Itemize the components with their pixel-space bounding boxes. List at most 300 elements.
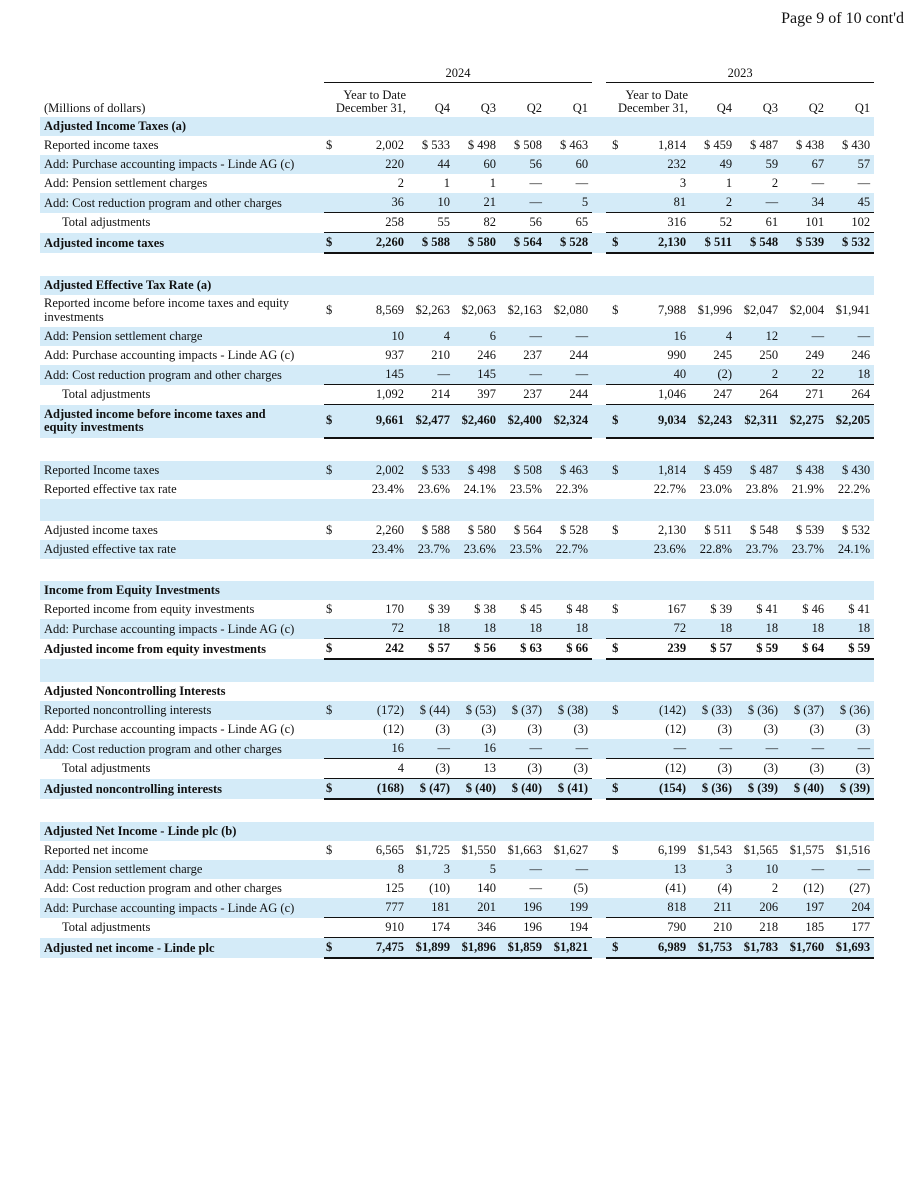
q1-2024-header: Q1 [572, 100, 589, 115]
currency-symbol [606, 898, 628, 918]
value-q2_23: 67 [782, 155, 828, 174]
value-q4_24: $ 57 [408, 639, 454, 660]
column-gap [592, 938, 606, 959]
column-gap [592, 860, 606, 879]
value-q1_24: (3) [546, 759, 592, 779]
row-label: Adjusted net income - Linde plc [40, 938, 324, 959]
table-row [40, 174, 874, 193]
value-q1_23: — [828, 739, 874, 759]
currency-symbol [606, 346, 628, 365]
column-header-row [40, 83, 874, 118]
currency-symbol [324, 879, 346, 898]
value-q4_23: 52 [690, 213, 736, 233]
column-gap [592, 365, 606, 385]
value-q3_24: 1 [489, 176, 496, 191]
value-ytd24: 170 [385, 602, 404, 617]
value-ytd24: 220 [346, 155, 408, 174]
value-q2_23: (12) [803, 881, 825, 896]
value-q4_23: 211 [690, 898, 736, 918]
table-row [40, 841, 874, 860]
value-q2_24: — [500, 860, 546, 879]
value-q4_23: $1,543 [697, 843, 733, 858]
column-gap [592, 759, 606, 779]
value-q4_24: — [408, 365, 454, 385]
row-label: Add: Cost reduction program and other charges [40, 739, 324, 759]
value-q1_23: $ 532 [842, 523, 871, 538]
value-q1_24: $2,080 [553, 303, 589, 318]
value-q4_24: 210 [431, 348, 450, 363]
table-row [40, 136, 874, 155]
value-q2_24: $ 508 [500, 461, 546, 480]
value-q3_23: $ 548 [749, 523, 779, 538]
value-q2_24: $ 45 [520, 602, 542, 617]
value-ytd23: (142) [628, 701, 690, 720]
value-q2_23: 18 [782, 619, 828, 639]
value-q4_23: $ 459 [703, 138, 733, 153]
value-q1_24: $ 66 [546, 639, 592, 660]
value-q4_24: 23.6% [417, 482, 450, 497]
currency-symbol [324, 385, 346, 405]
currency-symbol: $ [606, 233, 628, 254]
row-label: Add: Cost reduction program and other charges [40, 193, 324, 213]
value-q2_24: $ (37) [500, 701, 546, 720]
value-q4_23: $ 511 [690, 233, 736, 254]
currency-symbol: $ [612, 303, 619, 318]
value-q1_23: (3) [855, 722, 871, 737]
value-q4_24: $ 533 [421, 138, 450, 153]
value-q1_23: 204 [828, 898, 874, 918]
value-q3_23: 2 [771, 881, 779, 896]
currency-symbol: $ [326, 523, 333, 538]
q2-2023-header: Q2 [808, 100, 825, 115]
value-q4_23: 23.0% [699, 482, 733, 497]
value-ytd23: 3 [679, 176, 687, 191]
q3-2023-header: Q3 [762, 100, 779, 115]
value-q4_23: $ 511 [704, 523, 733, 538]
row-label: Add: Purchase accounting impacts - Linde AG (c) [40, 898, 324, 918]
value-q3_23: — [736, 193, 782, 213]
value-ytd24: 2,002 [375, 138, 404, 153]
column-gap [592, 739, 606, 759]
value-ytd24: (168) [346, 779, 408, 800]
table-row [40, 759, 874, 779]
value-ytd23: 13 [628, 860, 690, 879]
value-q3_23: $ 487 [749, 138, 779, 153]
total-row [40, 779, 874, 800]
value-q1_24: 22.3% [555, 482, 589, 497]
section-title: Adjusted Net Income - Linde plc (b) [40, 822, 874, 841]
column-gap [592, 898, 606, 918]
value-q1_24: $ (41) [546, 779, 592, 800]
value-q4_24: $2,477 [408, 405, 454, 439]
row-label: Add: Pension settlement charge [40, 327, 324, 346]
spacer-row [40, 438, 874, 461]
value-q2_23: $1,575 [789, 843, 825, 858]
value-q3_24: 346 [454, 918, 500, 938]
value-ytd24: 6,565 [375, 843, 404, 858]
value-q2_24: — [500, 739, 546, 759]
value-q3_23: 2 [771, 176, 779, 191]
currency-symbol [606, 619, 628, 639]
value-q4_24: 55 [408, 213, 454, 233]
value-q1_24: 5 [546, 193, 592, 213]
currency-symbol [606, 879, 628, 898]
currency-symbol: $ [324, 938, 346, 959]
value-q1_24: $ 528 [546, 233, 592, 254]
value-ytd24: 1,092 [346, 385, 408, 405]
value-q1_24: $ 463 [559, 138, 589, 153]
value-q4_23: 22.8% [690, 540, 736, 559]
spacer-row [40, 799, 874, 822]
value-q4_23: 1 [725, 176, 733, 191]
value-q3_23: (3) [736, 759, 782, 779]
value-q4_24: $ 39 [428, 602, 450, 617]
value-q3_24: $ 498 [454, 461, 500, 480]
value-ytd23: 40 [628, 365, 690, 385]
section-title: Adjusted Noncontrolling Interests [44, 684, 226, 699]
value-q2_23: $ 64 [782, 639, 828, 660]
value-q3_23: 59 [736, 155, 782, 174]
currency-symbol: $ [606, 639, 628, 660]
value-q4_23: 4 [690, 327, 736, 346]
value-ytd24: 16 [346, 739, 408, 759]
value-q2_24: (3) [527, 722, 542, 737]
value-q2_24: 56 [500, 213, 546, 233]
value-q3_24: 145 [454, 365, 500, 385]
value-q2_23: $ 438 [782, 461, 828, 480]
value-q3_24: 18 [454, 619, 500, 639]
value-ytd24: 2 [397, 176, 404, 191]
table-row [40, 600, 874, 619]
column-gap [592, 233, 606, 254]
section-title: Income from Equity Investments [40, 581, 874, 600]
currency-symbol [606, 739, 628, 759]
value-q1_23: — [828, 327, 874, 346]
value-q2_23: $ (40) [782, 779, 828, 800]
value-q4_24: $ (44) [408, 701, 454, 720]
value-q1_24: 65 [546, 213, 592, 233]
value-q1_24: $ (38) [546, 701, 592, 720]
value-q3_23: $2,047 [743, 303, 779, 318]
value-q2_23: $ (37) [782, 701, 828, 720]
value-q3_23: $ 59 [736, 639, 782, 660]
value-q2_24: — [500, 193, 546, 213]
row-label: Add: Pension settlement charges [44, 176, 208, 191]
value-ytd24: 7,475 [346, 938, 408, 959]
total-row [40, 639, 874, 660]
currency-symbol: $ [324, 461, 346, 480]
spacer-row [40, 253, 874, 276]
value-q2_24: 23.5% [500, 540, 546, 559]
value-q3_23: 10 [736, 860, 782, 879]
currency-symbol: $ [612, 523, 619, 538]
value-q1_24: 18 [546, 619, 592, 639]
value-q4_24: 1 [443, 176, 450, 191]
value-q2_24: — [500, 365, 546, 385]
value-q3_24: 82 [454, 213, 500, 233]
value-q2_23: 249 [805, 348, 825, 363]
value-q1_23: (27) [849, 881, 871, 896]
page-header: Page 9 of 10 cont'd [781, 10, 904, 27]
value-ytd24: 258 [346, 213, 408, 233]
column-gap [592, 155, 606, 174]
value-ytd23: 1,814 [628, 461, 690, 480]
column-gap [592, 327, 606, 346]
value-q3_23: $ (39) [736, 779, 782, 800]
value-ytd24: 36 [346, 193, 408, 213]
currency-symbol: $ [324, 233, 346, 254]
value-ytd23: (12) [628, 759, 690, 779]
value-q2_24: 196 [500, 898, 546, 918]
value-q3_24: 397 [454, 385, 500, 405]
value-q2_24: $ 564 [513, 523, 542, 538]
table-row [40, 365, 874, 385]
value-q2_24: 56 [500, 155, 546, 174]
value-q3_24: $ 498 [467, 138, 496, 153]
column-gap [592, 193, 606, 213]
section-title-row [40, 117, 874, 136]
value-q3_24: 140 [477, 881, 496, 896]
value-q1_24: $2,324 [546, 405, 592, 439]
total-row [40, 405, 874, 439]
value-ytd24: 2,002 [346, 461, 408, 480]
value-q1_23: $ 532 [828, 233, 874, 254]
value-ytd23: 167 [667, 602, 687, 617]
value-q4_23: 49 [690, 155, 736, 174]
row-label: Reported noncontrolling interests [40, 701, 324, 720]
value-ytd23: 81 [628, 193, 690, 213]
value-ytd23: 239 [628, 639, 690, 660]
table-row [40, 385, 874, 405]
row-label: Reported income from equity investments [44, 602, 255, 617]
value-ytd23: 23.6% [628, 540, 690, 559]
value-q2_24: — [529, 176, 542, 191]
row-label: Reported effective tax rate [44, 482, 177, 497]
value-q1_24: (5) [573, 881, 589, 896]
value-q1_23: 22.2% [837, 482, 871, 497]
table-row [40, 295, 874, 327]
row-label: Add: Cost reduction program and other charges [40, 365, 324, 385]
value-q1_23: 45 [828, 193, 874, 213]
value-ytd23: 2,130 [628, 233, 690, 254]
value-q4_24: — [408, 739, 454, 759]
spacer-row [40, 499, 874, 521]
column-gap [592, 619, 606, 639]
currency-symbol [606, 174, 628, 193]
value-q2_24: $2,163 [507, 303, 542, 318]
value-q1_23: 24.1% [828, 540, 874, 559]
value-q4_24: $ 588 [421, 523, 450, 538]
value-q1_24: 60 [546, 155, 592, 174]
value-q2_23: — [782, 327, 828, 346]
section-title-row [40, 822, 874, 841]
value-q4_23: $2,243 [690, 405, 736, 439]
column-gap [592, 461, 606, 480]
currency-symbol [606, 480, 628, 499]
value-q4_24: $ (47) [408, 779, 454, 800]
value-q1_23: $ 430 [842, 138, 871, 153]
table-row [40, 327, 874, 346]
value-q3_23: 23.7% [736, 540, 782, 559]
currency-symbol [606, 759, 628, 779]
value-q1_24: $ 48 [566, 602, 589, 617]
value-q4_24: 4 [408, 327, 454, 346]
value-q1_23: 18 [828, 619, 874, 639]
value-q3_24: 60 [454, 155, 500, 174]
currency-symbol: $ [324, 779, 346, 800]
value-ytd24: 9,661 [346, 405, 408, 439]
value-q2_24: $1,859 [500, 938, 546, 959]
value-q1_24: — [546, 739, 592, 759]
value-q4_24: $2,263 [415, 303, 450, 318]
table-row [40, 918, 874, 938]
currency-symbol: $ [326, 138, 333, 153]
currency-symbol [606, 540, 628, 559]
value-ytd24: 23.4% [346, 540, 408, 559]
table-row [40, 860, 874, 879]
value-q4_23: $ 39 [710, 602, 733, 617]
value-ytd24: 8,569 [375, 303, 404, 318]
column-gap [592, 213, 606, 233]
value-ytd23: 6,989 [628, 938, 690, 959]
value-ytd23: 9,034 [628, 405, 690, 439]
value-q4_23: (3) [717, 722, 733, 737]
row-label: Reported income taxes [44, 138, 159, 153]
row-label: Adjusted noncontrolling interests [40, 779, 324, 800]
value-q4_23: — [690, 739, 736, 759]
currency-symbol [324, 860, 346, 879]
year-header-row [40, 64, 874, 83]
value-ytd23: 990 [667, 348, 687, 363]
value-q3_24: 201 [454, 898, 500, 918]
value-ytd24: 145 [346, 365, 408, 385]
value-q1_24: $ 528 [559, 523, 589, 538]
value-q4_24: (3) [435, 722, 450, 737]
currency-symbol: $ [326, 602, 333, 617]
value-q2_23: 23.7% [782, 540, 828, 559]
currency-symbol: $ [606, 938, 628, 959]
value-q4_24: 174 [408, 918, 454, 938]
value-ytd24: 910 [346, 918, 408, 938]
value-q3_23: 23.8% [745, 482, 779, 497]
value-ytd23: — [628, 739, 690, 759]
value-ytd23: 316 [628, 213, 690, 233]
currency-symbol [606, 918, 628, 938]
value-ytd24: 72 [346, 619, 408, 639]
column-gap [592, 779, 606, 800]
value-ytd24: 23.4% [371, 482, 404, 497]
value-q4_23: 2 [690, 193, 736, 213]
value-q3_23: 61 [736, 213, 782, 233]
value-q4_23: (2) [690, 365, 736, 385]
section-title-row [40, 682, 874, 701]
column-gap [592, 136, 606, 155]
currency-symbol [324, 619, 346, 639]
value-q3_24: 21 [454, 193, 500, 213]
value-q3_23: $ 548 [736, 233, 782, 254]
column-gap [592, 639, 606, 660]
column-gap [592, 720, 606, 739]
row-label: Add: Purchase accounting impacts - Linde AG (c) [44, 722, 295, 737]
value-q1_24: (3) [573, 722, 589, 737]
section-title: Adjusted Effective Tax Rate (a) [40, 276, 874, 295]
row-label: Add: Purchase accounting impacts - Linde AG (c) [44, 348, 295, 363]
currency-symbol: $ [324, 701, 346, 720]
value-q4_24: 181 [408, 898, 454, 918]
value-q3_23: 18 [736, 619, 782, 639]
financial-table [40, 64, 874, 959]
value-q1_24: 194 [546, 918, 592, 938]
table-row [40, 739, 874, 759]
value-q2_24: — [500, 327, 546, 346]
table-row [40, 540, 874, 559]
value-q2_23: 197 [782, 898, 828, 918]
value-q1_23: $1,516 [835, 843, 871, 858]
value-q2_24: $ (40) [500, 779, 546, 800]
value-q2_24: $ 508 [513, 138, 542, 153]
value-ytd24: 125 [385, 881, 404, 896]
value-q3_23: 250 [759, 348, 779, 363]
value-q3_24: $ (40) [454, 779, 500, 800]
currency-symbol: $ [324, 405, 346, 439]
q1-2023-header: Q1 [854, 100, 871, 115]
value-q2_23: 271 [782, 385, 828, 405]
value-q2_23: 34 [782, 193, 828, 213]
value-q3_23: 206 [736, 898, 782, 918]
spacer-row [40, 559, 874, 581]
currency-symbol [324, 213, 346, 233]
value-q4_24: $ 533 [408, 461, 454, 480]
row-label: Add: Purchase accounting impacts - Linde AG (c) [40, 619, 324, 639]
value-q1_23: $ 59 [828, 639, 874, 660]
value-ytd24: 4 [346, 759, 408, 779]
table-row [40, 480, 874, 499]
row-label: Add: Purchase accounting impacts - Linde AG (c) [40, 155, 324, 174]
row-label: Adjusted income taxes [44, 523, 158, 538]
value-q2_23: — [782, 739, 828, 759]
value-ytd24: 10 [346, 327, 408, 346]
q2-2024-header: Q2 [526, 100, 542, 115]
value-q3_24: $ 38 [474, 602, 496, 617]
value-q3_23: 264 [736, 385, 782, 405]
value-q2_23: $1,760 [782, 938, 828, 959]
value-q2_24: 237 [500, 385, 546, 405]
value-q1_24: — [546, 860, 592, 879]
value-q3_24: (3) [481, 722, 496, 737]
value-q3_23: $ (36) [736, 701, 782, 720]
row-label: Adjusted income from equity investments [44, 641, 266, 656]
value-q3_24: $ (53) [454, 701, 500, 720]
currency-symbol [324, 193, 346, 213]
value-q1_23: $ (36) [828, 701, 874, 720]
currency-symbol [606, 385, 628, 405]
value-q3_24: 13 [454, 759, 500, 779]
value-ytd23: 232 [628, 155, 690, 174]
column-gap [592, 480, 606, 499]
value-q3_24: $1,896 [454, 938, 500, 959]
value-q2_24: 23.5% [509, 482, 542, 497]
column-gap [592, 346, 606, 365]
row-label: Total adjustments [62, 920, 151, 935]
value-q1_24: — [546, 365, 592, 385]
value-q2_23: (3) [809, 722, 825, 737]
value-q1_24: 244 [569, 348, 589, 363]
value-q4_23: $ 459 [690, 461, 736, 480]
row-label: Adjusted income taxes [40, 233, 324, 254]
value-q4_24: $1,725 [415, 843, 450, 858]
value-ytd23: 72 [628, 619, 690, 639]
spacer-row [40, 659, 874, 682]
